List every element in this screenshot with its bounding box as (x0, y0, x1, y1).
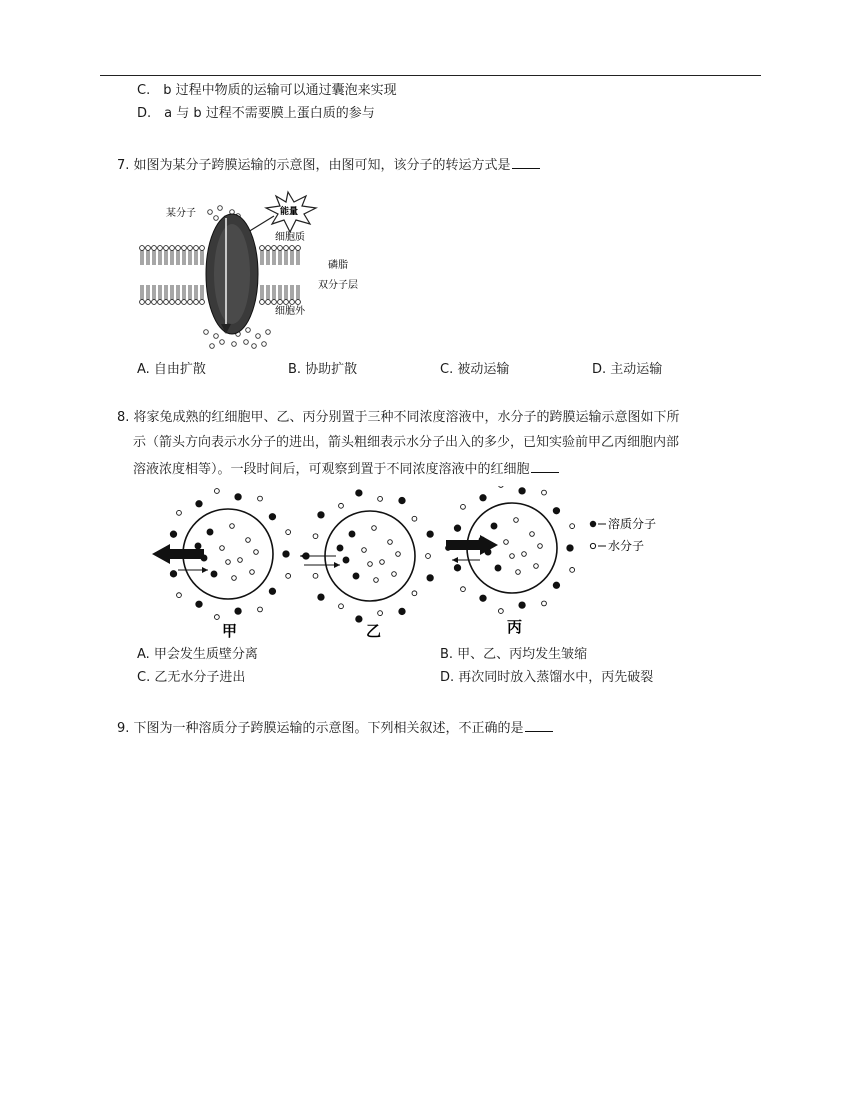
solute-molecule (343, 557, 349, 563)
q8-option-d: D. 再次同时放入蒸馏水中，丙先破裂 (440, 670, 654, 685)
solute-molecule (196, 601, 202, 607)
phospholipid-head (194, 300, 199, 305)
page-top-rule (100, 75, 761, 76)
phospholipid-head (200, 246, 205, 251)
solute-molecule (553, 582, 559, 588)
q7-stem: 7. 如图为某分子跨膜运输的示意图，由图可知，该分子的转运方式是 (117, 155, 540, 175)
solute-molecule (269, 588, 275, 594)
phospholipid-head (290, 246, 295, 251)
water-molecule (177, 593, 182, 598)
phospholipid-head (170, 246, 175, 251)
red-blood-cell-outline (325, 511, 415, 601)
cell-c-thin-arrow-head (452, 557, 458, 563)
solute-molecule (519, 488, 525, 494)
solute-molecule (195, 543, 201, 549)
phospholipid-head (296, 246, 301, 251)
phospholipid-head (260, 246, 265, 251)
cell-a-label: 甲 (222, 622, 238, 640)
molecule-dot (214, 216, 219, 221)
phospholipid-head (182, 300, 187, 305)
phospholipid-head (266, 300, 271, 305)
water-molecule (530, 532, 535, 537)
q7-option-a: A. 自由扩散 (137, 362, 206, 377)
solute-molecule (356, 616, 362, 622)
water-molecule (498, 609, 503, 614)
solute-molecule (235, 608, 241, 614)
q8-stem-line-3: 溶液浓度相等）。一段时间后，可观察到置于不同浓度溶液中的红细胞 (133, 459, 559, 479)
water-molecule (286, 573, 291, 578)
water-molecule (522, 552, 527, 557)
water-molecule (232, 576, 237, 581)
water-molecule (313, 534, 318, 539)
solute-molecule (427, 575, 433, 581)
cell-c-label: 丙 (507, 618, 523, 636)
solute-molecule (196, 501, 202, 507)
molecule-dot (218, 206, 223, 211)
q8-option-b: B. 甲、乙、丙均发生皱缩 (440, 647, 588, 662)
solute-molecule (318, 594, 324, 600)
water-molecule (313, 573, 318, 578)
molecule-dot (214, 334, 219, 339)
molecule-dot (204, 330, 209, 335)
water-molecule (378, 611, 383, 616)
molecule-dot (266, 330, 271, 335)
water-molecule (220, 546, 225, 551)
solute-molecule (318, 512, 324, 518)
label-cytoplasm: 细胞质 (275, 232, 305, 243)
molecule-dot (262, 342, 267, 347)
phospholipid-head (164, 300, 169, 305)
water-molecule (510, 554, 515, 559)
phospholipid-head (158, 300, 163, 305)
water-molecule (339, 604, 344, 609)
molecule-dot (232, 342, 237, 347)
phospholipid-head (272, 300, 277, 305)
q7-membrane-figure (138, 190, 388, 352)
phospholipid-head (152, 246, 157, 251)
solute-molecule (454, 525, 460, 531)
water-molecule (368, 562, 373, 567)
legend-water-label: 水分子 (608, 539, 645, 553)
phospholipid-head (290, 300, 295, 305)
water-molecule (504, 540, 509, 545)
label-molecule: 某分子 (166, 208, 196, 219)
water-molecule (258, 607, 263, 612)
water-molecule (542, 490, 547, 495)
solute-molecule (454, 565, 460, 571)
phospholipid-head (188, 300, 193, 305)
phospholipid-head (278, 300, 283, 305)
phospholipid-head (164, 246, 169, 251)
legend-solute-label: 溶质分子 (608, 517, 657, 531)
q8-cells-figure (140, 486, 700, 640)
water-molecule (498, 486, 503, 487)
energy-arrow (248, 216, 274, 232)
solute-molecule (170, 531, 176, 537)
molecule-dot (208, 210, 213, 215)
cell-b-in-arrow-head (334, 562, 340, 568)
water-molecule (372, 526, 377, 531)
phospholipid-head (170, 300, 175, 305)
q8-stem-line-2: 示（箭头方向表示水分子的进出，箭头粗细表示水分子出入的多少，已知实验前甲乙丙细胞内部 (133, 435, 680, 450)
solute-molecule (269, 514, 275, 520)
solute-molecule (519, 602, 525, 608)
phospholipid-head (266, 246, 271, 251)
phospholipid-head (284, 246, 289, 251)
cell-b-out-arrow-head (300, 553, 306, 559)
molecule-dot (220, 340, 225, 345)
phospholipid-head (182, 246, 187, 251)
water-molecule (378, 496, 383, 501)
water-molecule (534, 564, 539, 569)
water-molecule (226, 560, 231, 565)
phospholipid-head (146, 300, 151, 305)
solute-molecule (235, 494, 241, 500)
phospholipid-head (158, 246, 163, 251)
solute-molecule (353, 573, 359, 579)
solute-molecule (170, 571, 176, 577)
molecule-dot (244, 340, 249, 345)
phospholipid-head (176, 246, 181, 251)
water-molecule (396, 552, 401, 557)
phospholipid-head (284, 300, 289, 305)
water-molecule (570, 524, 575, 529)
water-molecule (254, 550, 259, 555)
phospholipid-head (278, 246, 283, 251)
solute-molecule (337, 545, 343, 551)
solute-molecule (207, 529, 213, 535)
water-molecule (516, 570, 521, 575)
label-outside: 细胞外 (275, 306, 305, 317)
water-molecule (461, 504, 466, 509)
solute-molecule (211, 571, 217, 577)
label-lipid-1: 磷脂 (328, 260, 348, 271)
water-molecule (570, 567, 575, 572)
solute-molecule (399, 608, 405, 614)
option-d-prev: D. a 与 b 过程不需要膜上蛋白质的参与 (137, 106, 375, 121)
water-molecule (250, 570, 255, 575)
solute-molecule (567, 545, 573, 551)
label-lipid-2: 双分子层 (318, 280, 358, 291)
legend-water-marker (590, 543, 595, 548)
molecule-dot (246, 328, 251, 333)
phospholipid-head (146, 246, 151, 251)
phospholipid-head (140, 246, 145, 251)
phospholipid-head (272, 246, 277, 251)
cell-b-label: 乙 (366, 622, 382, 640)
legend-solute-marker (590, 521, 596, 527)
water-molecule (177, 510, 182, 515)
q7-option-d: D. 主动运输 (592, 362, 663, 377)
phospholipid-head (260, 300, 265, 305)
option-c-prev: C. b 过程中物质的运输可以通过囊泡来实现 (137, 83, 397, 98)
solute-molecule (283, 551, 289, 557)
q8-option-a: A. 甲会发生质壁分离 (137, 647, 258, 662)
q8-option-c: C. 乙无水分子进出 (137, 670, 246, 685)
cell-a-thin-arrow-head (202, 567, 208, 573)
water-molecule (380, 560, 385, 565)
q7-option-b: B. 协助扩散 (288, 362, 358, 377)
phospholipid-head (194, 246, 199, 251)
water-molecule (214, 615, 219, 620)
q8-stem-line-1: 8. 将家兔成熟的红细胞甲、乙、丙分别置于三种不同浓度溶液中，水分子的跨膜运输示意图如下所 (117, 410, 680, 425)
water-molecule (238, 558, 243, 563)
q7-option-c: C. 被动运输 (440, 362, 510, 377)
solute-molecule (480, 495, 486, 501)
water-molecule (230, 524, 235, 529)
molecule-dot (210, 344, 215, 349)
water-molecule (412, 591, 417, 596)
water-molecule (538, 544, 543, 549)
molecule-dot (256, 334, 261, 339)
label-energy: 能量 (280, 207, 299, 217)
water-molecule (246, 538, 251, 543)
water-molecule (514, 518, 519, 523)
carrier-protein-shade (214, 224, 250, 324)
water-molecule (286, 530, 291, 535)
solute-molecule (495, 565, 501, 571)
water-molecule (461, 587, 466, 592)
solute-molecule (491, 523, 497, 529)
water-molecule (214, 489, 219, 494)
water-molecule (339, 503, 344, 508)
solute-molecule (480, 595, 486, 601)
solute-molecule (356, 490, 362, 496)
water-molecule (412, 516, 417, 521)
water-molecule (258, 496, 263, 501)
water-molecule (374, 578, 379, 583)
solute-molecule (399, 497, 405, 503)
molecule-dot (252, 344, 257, 349)
phospholipid-head (200, 300, 205, 305)
phospholipid-head (188, 246, 193, 251)
phospholipid-head (176, 300, 181, 305)
water-molecule (392, 572, 397, 577)
phospholipid-head (140, 300, 145, 305)
water-molecule (426, 554, 431, 559)
water-molecule (362, 548, 367, 553)
solute-molecule (349, 531, 355, 537)
water-molecule (388, 540, 393, 545)
phospholipid-head (296, 300, 301, 305)
solute-molecule (553, 508, 559, 514)
q9-stem: 9. 下图为一种溶质分子跨膜运输的示意图。下列相关叙述，不正确的是 (117, 718, 553, 738)
phospholipid-head (152, 300, 157, 305)
solute-molecule (427, 531, 433, 537)
water-molecule (542, 601, 547, 606)
